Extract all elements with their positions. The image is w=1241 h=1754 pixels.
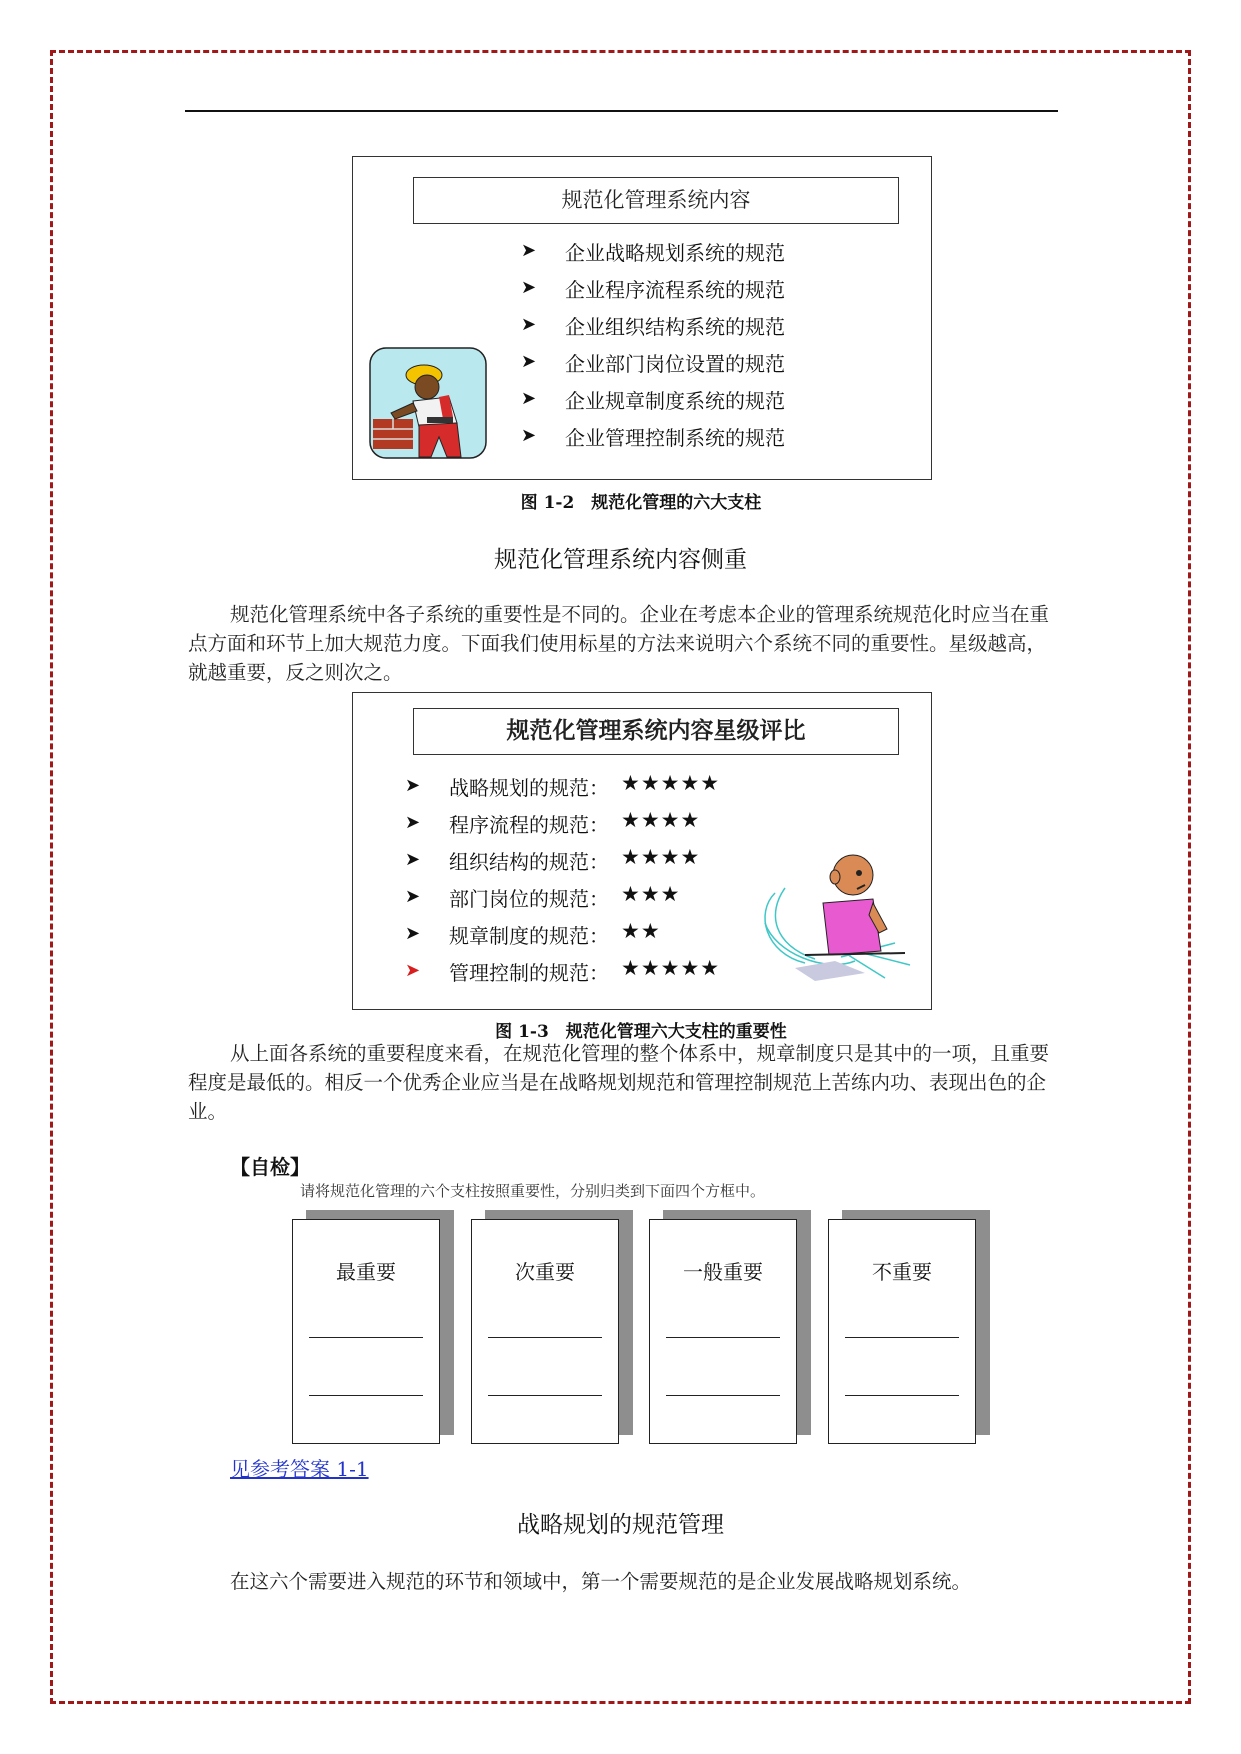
box-label: 最重要 xyxy=(336,1260,396,1284)
answer-reference-link[interactable]: 见参考答案 1-1 xyxy=(230,1457,369,1481)
figure-pillars-caption: 图 1-2 规范化管理的六大支柱 xyxy=(520,493,762,513)
paragraph-emphasis-text: 规范化管理系统中各子系统的重要性是不同的。企业在考虑本企业的管理系统规范化时应当在重点方面和环节上加大规范力度。下面我们使用标星的方法来说明六个系统不同的重要性。星级越高，就越重要，反之则次之。 xyxy=(188,603,1050,684)
pillar-item: 企业规章制度系统的规范 xyxy=(565,389,785,413)
rating-stars: ★★★★★ xyxy=(621,771,721,795)
selfcheck-box-second-important xyxy=(471,1219,619,1444)
rating-stars: ★★ xyxy=(621,919,661,943)
answer-blank[interactable] xyxy=(488,1395,602,1396)
selfcheck-box-not-important xyxy=(828,1219,976,1444)
worker-illustration xyxy=(369,347,487,459)
box-label: 次重要 xyxy=(515,1260,575,1284)
figure-pillars-title: 规范化管理系统内容 xyxy=(413,177,899,224)
bullet-arrow-icon-highlight: ➤ xyxy=(405,960,421,981)
header-rule xyxy=(185,110,1058,112)
bullet-arrow-icon: ➤ xyxy=(521,388,537,409)
answer-blank[interactable] xyxy=(845,1337,959,1338)
box-label: 一般重要 xyxy=(683,1260,763,1284)
rating-label: 管理控制的规范： xyxy=(449,961,609,985)
rating-label: 组织结构的规范： xyxy=(449,850,609,874)
bullet-arrow-icon: ➤ xyxy=(405,886,421,907)
bullet-arrow-icon: ➤ xyxy=(405,812,421,833)
answer-blank[interactable] xyxy=(309,1395,423,1396)
rating-label: 规章制度的规范： xyxy=(449,924,609,948)
paragraph-strategy-text: 在这六个需要进入规范的环节和领域中，第一个需要规范的是企业发展战略规划系统。 xyxy=(230,1570,972,1593)
figure-star-rating-title: 规范化管理系统内容星级评比 xyxy=(413,708,899,755)
bullet-arrow-icon: ➤ xyxy=(521,277,537,298)
figure-pillars xyxy=(352,156,932,480)
rating-label: 程序流程的规范： xyxy=(449,813,609,837)
bullet-arrow-icon: ➤ xyxy=(521,240,537,261)
pillar-item: 企业程序流程系统的规范 xyxy=(565,278,785,302)
answer-blank[interactable] xyxy=(845,1395,959,1396)
bullet-arrow-icon: ➤ xyxy=(521,425,537,446)
selfcheck-box-most-important xyxy=(292,1219,440,1444)
section-heading-emphasis: 规范化管理系统内容侧重 xyxy=(494,547,747,573)
paragraph-conclusion xyxy=(188,1039,1058,1126)
thinking-man-illustration xyxy=(745,833,919,983)
answer-blank[interactable] xyxy=(666,1337,780,1338)
rating-stars: ★★★★★ xyxy=(621,956,721,980)
bullet-arrow-icon: ➤ xyxy=(521,314,537,335)
pillar-item: 企业管理控制系统的规范 xyxy=(565,426,785,450)
bullet-arrow-icon: ➤ xyxy=(405,775,421,796)
paragraph-conclusion-text: 从上面各系统的重要程度来看，在规范化管理的整个体系中，规章制度只是其中的一项，且重要程度是最低的。相反一个优秀企业应当是在战略规划规范和管理控制规范上苦练内功、表现出色的企业。 xyxy=(188,1042,1050,1123)
rating-stars: ★★★★ xyxy=(621,845,701,869)
box-label: 不重要 xyxy=(872,1260,932,1284)
bullet-arrow-icon: ➤ xyxy=(405,923,421,944)
pillar-item: 企业战略规划系统的规范 xyxy=(565,241,785,265)
rating-label: 部门岗位的规范： xyxy=(449,887,609,911)
answer-blank[interactable] xyxy=(666,1395,780,1396)
bullet-arrow-icon: ➤ xyxy=(521,351,537,372)
paragraph-emphasis xyxy=(188,600,1058,687)
rating-label: 战略规划的规范： xyxy=(449,776,609,800)
pillar-item: 企业部门岗位设置的规范 xyxy=(565,352,785,376)
answer-blank[interactable] xyxy=(309,1337,423,1338)
answer-blank[interactable] xyxy=(488,1337,602,1338)
selfcheck-label: 【自检】 xyxy=(230,1155,310,1179)
pillar-item: 企业组织结构系统的规范 xyxy=(565,315,785,339)
selfcheck-instruction: 请将规范化管理的六个支柱按照重要性，分别归类到下面四个方框中。 xyxy=(300,1182,766,1200)
rating-stars: ★★★ xyxy=(621,882,681,906)
rating-stars: ★★★★ xyxy=(621,808,701,832)
paragraph-strategy xyxy=(188,1567,1058,1596)
figure-star-rating xyxy=(352,692,932,1010)
selfcheck-box-general-important xyxy=(649,1219,797,1444)
bullet-arrow-icon: ➤ xyxy=(405,849,421,870)
figure-star-rating-caption: 图 1-3 规范化管理六大支柱的重要性 xyxy=(495,1022,787,1042)
section-heading-strategy: 战略规划的规范管理 xyxy=(517,1512,724,1538)
